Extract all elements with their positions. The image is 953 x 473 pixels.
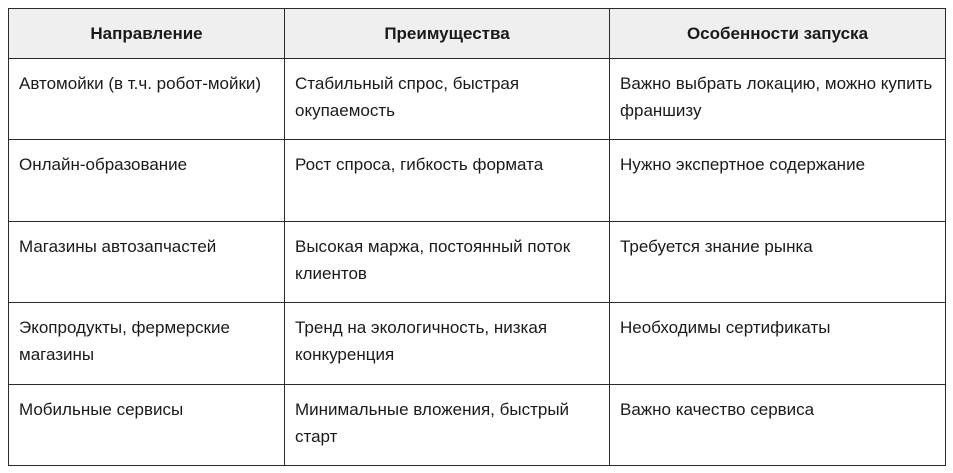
cell-launch-features: Важно качество сервиса — [610, 384, 946, 465]
table-row — [9, 221, 946, 302]
cell-direction: Онлайн-образование — [9, 140, 285, 221]
header-advantages: Преимущества — [285, 9, 610, 59]
cell-direction: Магазины автозапчастей — [9, 221, 285, 302]
cell-advantages: Тренд на экологичность, низкая конкуренция — [285, 303, 610, 384]
cell-direction: Экопродукты, фермерские магазины — [9, 303, 285, 384]
cell-advantages: Рост спроса, гибкость формата — [285, 140, 610, 221]
table-header-row — [9, 9, 946, 59]
table-row — [9, 59, 946, 140]
cell-direction: Автомойки (в т.ч. робот-мойки) — [9, 59, 285, 140]
header-direction: Направление — [9, 9, 285, 59]
cell-advantages: Высокая маржа, постоянный поток клиентов — [285, 221, 610, 302]
header-launch-features: Особенности запуска — [610, 9, 946, 59]
cell-launch-features: Необходимы сертификаты — [610, 303, 946, 384]
cell-launch-features: Нужно экспертное содержание — [610, 140, 946, 221]
table-row — [9, 140, 946, 221]
business-directions-table — [8, 8, 946, 466]
table-row — [9, 384, 946, 465]
cell-launch-features: Важно выбрать локацию, можно купить франшизу — [610, 59, 946, 140]
cell-advantages: Минимальные вложения, быстрый старт — [285, 384, 610, 465]
table-row — [9, 303, 946, 384]
cell-launch-features: Требуется знание рынка — [610, 221, 946, 302]
cell-advantages: Стабильный спрос, быстрая окупаемость — [285, 59, 610, 140]
cell-direction: Мобильные сервисы — [9, 384, 285, 465]
